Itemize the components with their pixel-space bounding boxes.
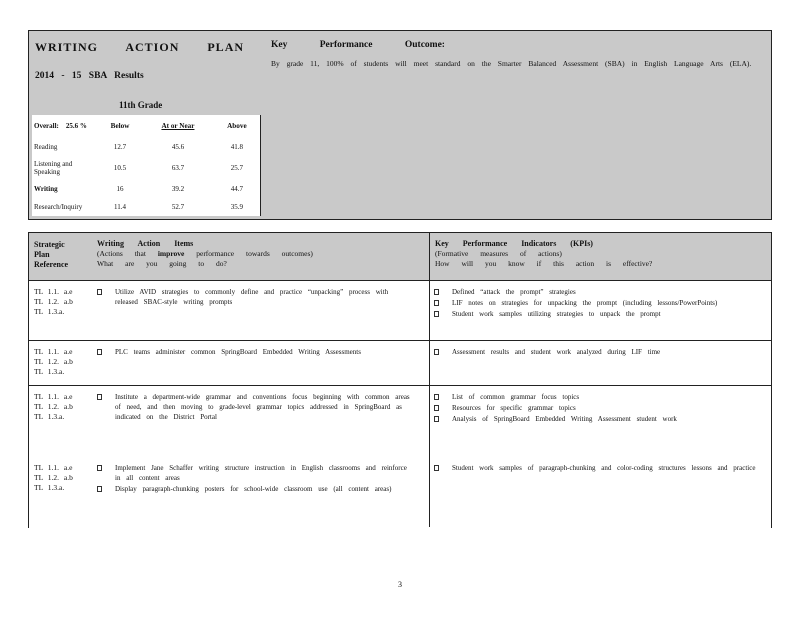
value-below: 11.4 bbox=[114, 203, 127, 211]
header-line: Plan bbox=[34, 250, 50, 259]
action-items-list bbox=[97, 463, 413, 495]
kpo-heading: Key Performance Outcome: bbox=[271, 40, 445, 50]
strategic-references bbox=[34, 463, 73, 493]
page-number: 3 bbox=[398, 580, 402, 589]
reference: TL 1.1. a.e bbox=[34, 463, 73, 472]
checkbox-icon bbox=[434, 311, 439, 317]
kpi-text: LIF notes on strategies for unpacking the prompt (including lessons/PowerPoints) bbox=[452, 299, 718, 307]
kpi-subtitle: (Formative measures of actions) bbox=[435, 249, 562, 258]
strategic-references bbox=[34, 392, 73, 422]
table-row bbox=[29, 281, 771, 341]
checkbox-icon bbox=[434, 349, 439, 355]
value-above: 41.8 bbox=[230, 142, 244, 151]
list-item bbox=[97, 463, 413, 483]
grade-title: 11th Grade bbox=[119, 100, 163, 110]
list-item bbox=[434, 403, 764, 413]
header-line: Reference bbox=[34, 260, 69, 269]
overall-cell bbox=[32, 115, 98, 137]
checkbox-icon bbox=[97, 486, 102, 492]
table-row bbox=[32, 198, 261, 216]
action-plan-table bbox=[28, 232, 772, 528]
overall-value: 25.6 % bbox=[65, 122, 87, 130]
sba-results-table bbox=[32, 115, 261, 216]
kpo-text: By grade 11, 100% of students will meet standard on the Smarter Balanced Assessment (SBA) in English Language Arts (ELA). bbox=[271, 59, 752, 68]
list-item bbox=[434, 298, 764, 308]
subtitle-post: performance towards outcomes) bbox=[184, 249, 313, 258]
list-item bbox=[97, 484, 413, 494]
checkbox-icon bbox=[434, 300, 439, 306]
action-text: Display paragraph-chunking posters for school-wide classroom use (all content areas) bbox=[115, 485, 392, 493]
list-item bbox=[97, 347, 413, 357]
action-items-list bbox=[97, 287, 413, 308]
row-label: Writing bbox=[34, 185, 58, 193]
overall-label: Overall: bbox=[34, 122, 59, 130]
list-item bbox=[97, 287, 413, 307]
reference: TL 1.3.a. bbox=[34, 483, 65, 492]
list-item bbox=[434, 287, 764, 297]
checkbox-icon bbox=[434, 394, 439, 400]
plan-header-row bbox=[29, 233, 771, 281]
row-label: Research/Inquiry bbox=[34, 203, 83, 211]
subtitle-bold: improve bbox=[157, 249, 185, 258]
list-item bbox=[97, 392, 413, 422]
checkbox-icon bbox=[97, 289, 102, 295]
checkbox-icon bbox=[434, 405, 439, 411]
checkbox-icon bbox=[434, 289, 439, 295]
kpi-text: Analysis of SpringBoard Embedded Writing Assessment student work bbox=[452, 415, 677, 423]
row-label: Listening and Speaking bbox=[34, 160, 73, 176]
checkbox-icon bbox=[97, 349, 102, 355]
value-at-or-near: 39.2 bbox=[171, 185, 185, 193]
kpi-text: Student work samples utilizing strategies to unpack the prompt bbox=[452, 310, 661, 318]
checkbox-icon bbox=[97, 465, 102, 471]
row-label: Reading bbox=[34, 142, 58, 151]
list-item bbox=[434, 463, 764, 473]
list-item bbox=[434, 347, 764, 357]
table-row bbox=[29, 386, 771, 456]
kpi-list bbox=[434, 347, 764, 358]
checkbox-icon bbox=[434, 465, 439, 471]
table-header-row bbox=[32, 115, 261, 137]
kpi-text: Student work samples of paragraph-chunking and color-coding structures lessons and practice bbox=[452, 464, 756, 472]
checkbox-icon bbox=[434, 416, 439, 422]
kpi-list bbox=[434, 463, 764, 474]
action-text: PLC teams administer common SpringBoard Embedded Writing Assessments bbox=[115, 348, 361, 356]
value-above: 35.9 bbox=[230, 203, 244, 211]
action-items-title: Writing Action Items bbox=[97, 239, 194, 248]
kpi-title: Key Performance Indicators (KPIs) bbox=[435, 239, 593, 248]
table-row bbox=[29, 457, 771, 527]
reference: TL 1.2. a.b bbox=[34, 402, 73, 411]
value-at-or-near: 52.7 bbox=[171, 203, 185, 211]
value-below: 16 bbox=[116, 185, 124, 193]
results-title: 2014 - 15 SBA Results bbox=[35, 71, 144, 81]
kpi-text: Assessment results and student work analyzed during LIF time bbox=[452, 348, 661, 356]
action-items-question: What are you going to do? bbox=[97, 259, 227, 268]
value-above: 25.7 bbox=[230, 164, 244, 172]
table-row bbox=[32, 156, 261, 180]
checkbox-icon bbox=[97, 394, 102, 400]
reference: TL 1.3.a. bbox=[34, 412, 65, 421]
value-at-or-near: 63.7 bbox=[171, 164, 185, 172]
value-at-or-near: 45.6 bbox=[171, 142, 185, 151]
reference: TL 1.2. a.b bbox=[34, 473, 73, 482]
reference: TL 1.3.a. bbox=[34, 367, 65, 376]
kpi-header bbox=[435, 239, 652, 269]
list-item bbox=[434, 392, 764, 402]
action-items-header bbox=[97, 239, 313, 269]
list-item bbox=[434, 414, 764, 424]
header-line: Strategic bbox=[34, 240, 65, 249]
table-row bbox=[32, 137, 261, 156]
kpi-text: Defined “attack the prompt” strategies bbox=[452, 288, 576, 296]
subtitle-pre: (Actions that bbox=[97, 249, 158, 258]
column-header-below: Below bbox=[110, 122, 130, 130]
reference: TL 1.2. a.b bbox=[34, 297, 73, 306]
column-header-at-or-near: At or Near bbox=[161, 122, 195, 130]
strategic-plan-header bbox=[34, 240, 68, 270]
kpi-list bbox=[434, 287, 764, 320]
table-row bbox=[32, 180, 261, 198]
action-text: Institute a department-wide grammar and conventions focus beginning with common areas of need, and then moving to grade-level grammar topics addressed in SpringBoard as indicated on the District Portal bbox=[115, 393, 410, 421]
value-below: 12.7 bbox=[113, 142, 127, 151]
reference: TL 1.1. a.e bbox=[34, 347, 73, 356]
column-header-above: Above bbox=[227, 122, 247, 130]
action-items-list bbox=[97, 347, 413, 358]
strategic-references bbox=[34, 347, 73, 377]
action-items-list bbox=[97, 392, 413, 423]
table-row bbox=[29, 341, 771, 386]
reference: TL 1.1. a.e bbox=[34, 287, 73, 296]
list-item bbox=[434, 309, 764, 319]
action-text: Implement Jane Schaffer writing structure instruction in English classrooms and reinforce in all content areas bbox=[115, 464, 407, 482]
reference: TL 1.1. a.e bbox=[34, 392, 73, 401]
results-panel bbox=[28, 30, 772, 220]
reference: TL 1.2. a.b bbox=[34, 357, 73, 366]
document-title: WRITING ACTION PLAN bbox=[35, 40, 245, 54]
action-items-subtitle bbox=[97, 249, 313, 259]
action-text: Utilize AVID strategies to commonly define and practice “unpacking” process with released SBAC-style writing prompts bbox=[115, 288, 389, 306]
kpi-text: Resources for specific grammar topics bbox=[452, 404, 576, 412]
value-above: 44.7 bbox=[230, 185, 244, 193]
kpi-text: List of common grammar focus topics bbox=[452, 393, 580, 401]
reference: TL 1.3.a. bbox=[34, 307, 65, 316]
kpi-list bbox=[434, 392, 764, 425]
kpi-question: How will you know if this action is effective? bbox=[435, 259, 653, 268]
strategic-references bbox=[34, 287, 73, 317]
value-below: 10.5 bbox=[113, 164, 127, 172]
